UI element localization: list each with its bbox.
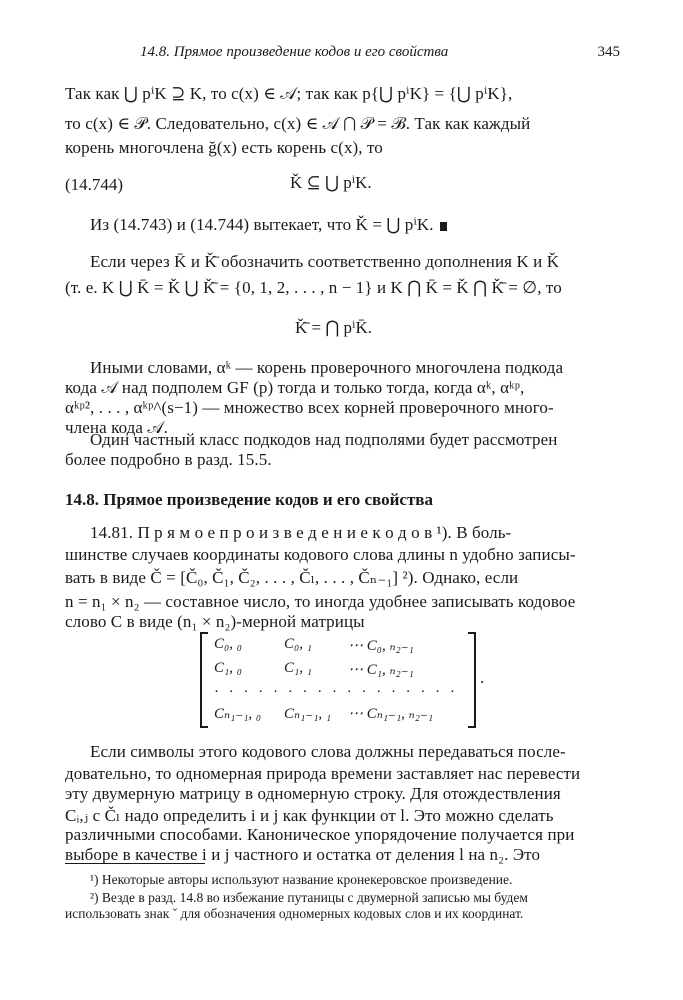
footnote: использовать знак ˇ для обозначения одномерных кодовых слов и их координат. xyxy=(65,906,524,921)
matrix-dots-row: · · · · · · · · · · · · · · · · · xyxy=(214,684,458,700)
matrix-cell: C₁, ₁ xyxy=(284,660,312,676)
text-line: n = n₁ × n₂ — составное число, то иногда удобнее записывать кодовое xyxy=(65,592,576,611)
code-matrix xyxy=(200,632,476,726)
section-heading: 14.8. Прямое произведение кодов и его свойства xyxy=(65,490,433,509)
text-line: довательно, то одномерная природа времени заставляет нас перевести xyxy=(65,764,581,783)
text-line: слово C в виде (n₁ × n₂)-мерной матрицы xyxy=(65,612,365,631)
text-line: Cᵢ,ⱼ с Čₗ надо определить i и j как функции от l. Это можно сделать xyxy=(65,806,554,825)
text-line: Если через K̄ и Ǩ̄ обозначить соответственно дополнения K и Ǩ xyxy=(90,252,560,271)
text-line: эту двумерную матрицу в одномерную строку. Для отождествления xyxy=(65,784,561,803)
left-bracket xyxy=(200,632,208,728)
matrix-period: . xyxy=(480,668,485,687)
matrix-cell: ⋯ C₁, ₙ₂₋₁ xyxy=(348,662,414,678)
text-line: члена кода 𝒜. xyxy=(65,418,168,437)
footnote-rule xyxy=(65,863,205,864)
footnote: ¹) Некоторые авторы используют название кронекеровское произведение. xyxy=(90,872,513,887)
end-of-proof-mark xyxy=(440,222,447,231)
text-line: корень многочлена ğ(x) есть корень c(x), то xyxy=(65,138,383,157)
text-line: то c(x) ∈ 𝒫. Следовательно, c(x) ∈ 𝒜 ⋂ 𝒫 = ℬ. Так как каждый xyxy=(65,114,531,133)
matrix-cell: C₀, ₀ xyxy=(214,636,242,652)
text-line-content: Из (14.743) и (14.744) вытекает, что Ǩ = ⋃ pⁱK. xyxy=(90,215,434,234)
text-line xyxy=(90,215,590,235)
matrix-cell: ⋯ C₀, ₙ₂₋₁ xyxy=(348,638,414,654)
text-line: более подробно в разд. 15.5. xyxy=(65,450,272,469)
matrix-cell: Cₙ₁₋₁, ₀ xyxy=(214,706,262,722)
text-line: Если символы этого кодового слова должны передаваться после- xyxy=(90,742,566,761)
matrix-cell: ⋯ Cₙ₁₋₁, ₙ₂₋₁ xyxy=(348,706,434,722)
text-line: выборе в качестве i и j частного и остатка от деления l на n₂. Это xyxy=(65,845,541,864)
page-number: 345 xyxy=(597,44,620,60)
text-line: шинстве случаев координаты кодового слова длины n удобно записы- xyxy=(65,545,576,564)
text-line: (т. е. K ⋃ K̄ = Ǩ ⋃ Ǩ̄ = {0, 1, 2, . . . , n − 1} и K ⋂ K̄ = Ǩ ⋂ Ǩ̄ = ∅, то xyxy=(65,278,562,297)
text-line: 14.81. П р я м о е п р о и з в е д е н и е к о д о в ¹). В боль- xyxy=(90,523,512,542)
text-line: Иными словами, αᵏ — корень проверочного многочлена подкода xyxy=(90,358,564,377)
equation-label: (14.744) xyxy=(65,175,124,194)
right-bracket xyxy=(468,632,476,728)
text-line: различными способами. Каноническое упорядочение получается при xyxy=(65,825,575,844)
running-header-title: 14.8. Прямое произведение кодов и его свойства xyxy=(140,44,449,60)
text-line: αᵏᵖ², . . . , αᵏᵖ^(s−1) — множество всех корней проверочного много- xyxy=(65,398,554,417)
equation: Ǩ ⊆ ⋃ pⁱK. xyxy=(290,173,372,192)
matrix-cell: C₁, ₀ xyxy=(214,660,242,676)
equation: Ǩ̄ = ⋂ pⁱK̄. xyxy=(295,318,373,337)
text-line: Один частный класс подкодов над подполями будет рассмотрен xyxy=(90,430,558,449)
footnote: ²) Везде в разд. 14.8 во избежание путаницы с двумерной записью мы будем xyxy=(90,890,528,905)
matrix-cell: Cₙ₁₋₁, ₁ xyxy=(284,706,332,722)
text-line: Так как ⋃ pⁱK ⊇ K, то c(x) ∈ 𝒜; так как p{⋃ pⁱK} = {⋃ pⁱK}, xyxy=(65,84,513,103)
matrix-cell: C₀, ₁ xyxy=(284,636,312,652)
text-line: вать в виде Č = [Č₀, Č₁, Č₂, . . . , Čₗ, . . . , Čₙ₋₁] ²). Однако, если xyxy=(65,568,519,587)
text-line: кода 𝒜 над подполем GF (p) тогда и только тогда, когда αᵏ, αᵏᵖ, xyxy=(65,378,525,397)
